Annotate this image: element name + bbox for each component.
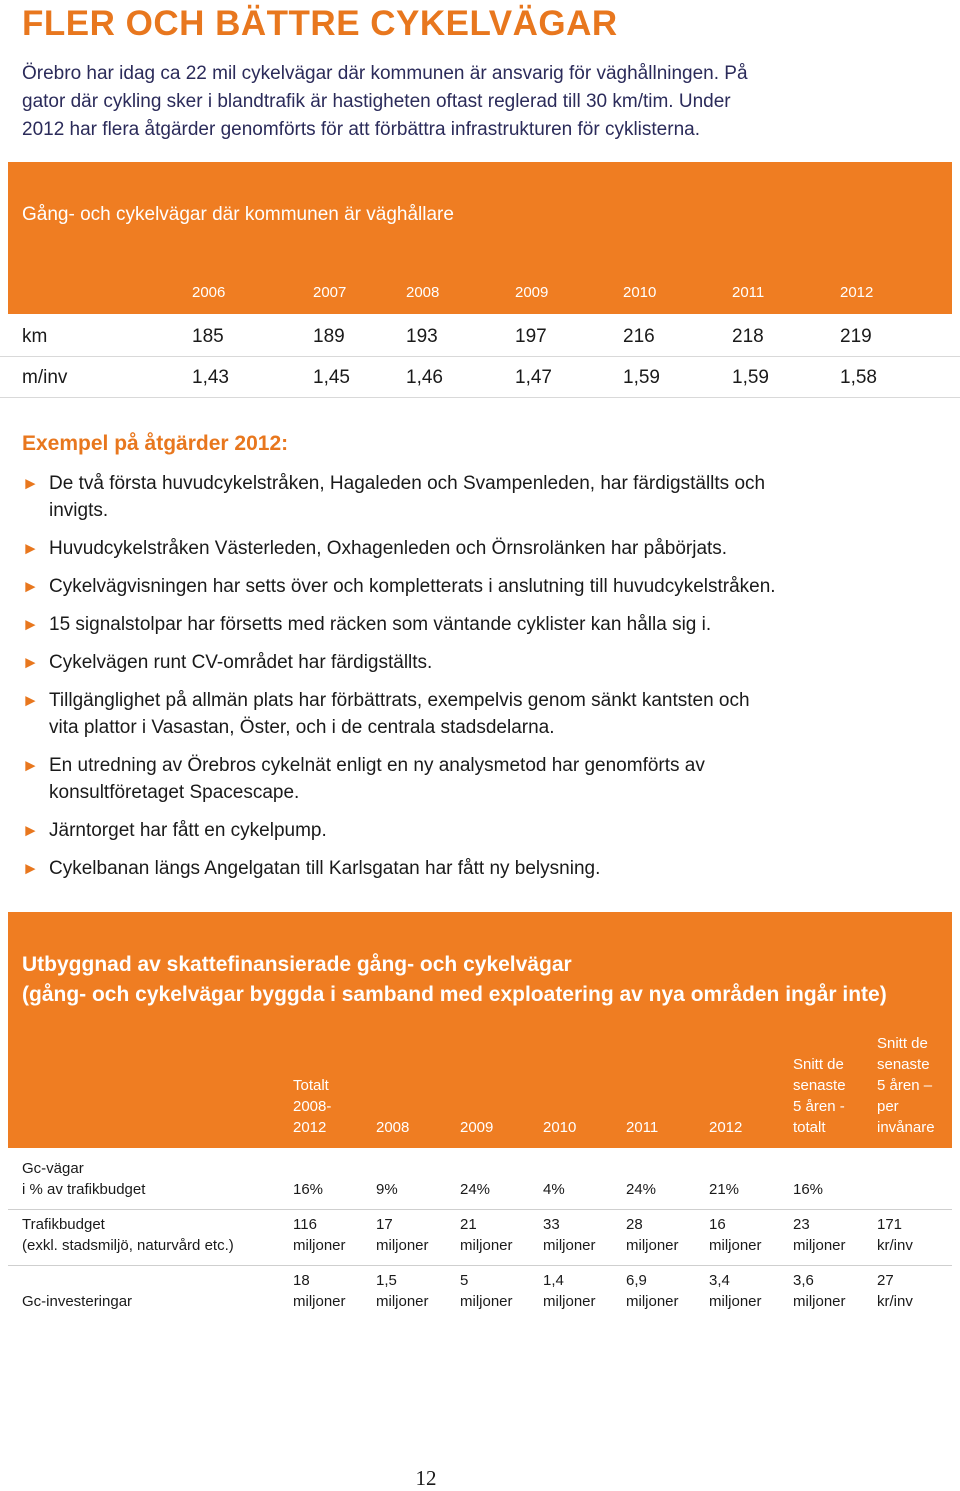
- table2-title: [22, 950, 942, 1010]
- table-cell: 1,43: [192, 367, 229, 388]
- table-cell: miljoner: [709, 1293, 762, 1310]
- bullet-arrow-icon: ►: [22, 474, 39, 493]
- table-cell: 171: [877, 1216, 903, 1233]
- column-header: 2011: [626, 1119, 659, 1136]
- table-cell: 185: [192, 326, 224, 347]
- table2-title-line: (gång- och cykelvägar byggda i samband med exploatering av nya områden ingår inte): [22, 983, 887, 1006]
- column-header: Totalt: [293, 1077, 329, 1094]
- year-header: 2009: [515, 284, 549, 301]
- table-cell: 21%: [709, 1181, 740, 1198]
- intro-text: [22, 60, 922, 144]
- table-row: [0, 316, 960, 357]
- table-cell: 5: [460, 1272, 469, 1289]
- table-cell: miljoner: [293, 1293, 346, 1310]
- year-header: 2010: [623, 284, 657, 301]
- column-header: Snitt de: [877, 1035, 928, 1052]
- list-item-text: vita plattor i Vasastan, Öster, och i de centrala stadsdelarna.: [49, 717, 555, 738]
- bullet-arrow-icon: ►: [22, 691, 39, 710]
- table-cell: 3,4: [709, 1272, 730, 1289]
- table-cell: 28: [626, 1216, 643, 1233]
- table-cell: 1,5: [376, 1272, 397, 1289]
- row-label: m/inv: [22, 367, 68, 388]
- year-header: 2011: [732, 284, 765, 301]
- examples-heading: Exempel på åtgärder 2012:: [22, 432, 289, 455]
- list-item: [22, 855, 922, 882]
- table-cell: 1,47: [515, 367, 552, 388]
- table-cell: 116: [293, 1216, 317, 1233]
- row-divider: [8, 1209, 952, 1210]
- table-cell: 17: [376, 1216, 393, 1233]
- bullet-arrow-icon: ►: [22, 756, 39, 775]
- column-header: senaste: [793, 1077, 846, 1094]
- table-cell: miljoner: [376, 1237, 429, 1254]
- page-number: 12: [415, 1466, 437, 1490]
- column-header: 5 åren -: [793, 1098, 845, 1115]
- table-cell: miljoner: [709, 1237, 762, 1254]
- list-item-text: Cykelvägvisningen har setts över och kompletterats i anslutning till huvudcykelstråken.: [49, 576, 776, 597]
- list-item-text: Cykelbanan längs Angelgatan till Karlsgatan har fått ny belysning.: [49, 858, 601, 879]
- table-cell: 27: [877, 1272, 894, 1289]
- table-cell: 1,58: [840, 367, 877, 388]
- column-header: 2008-: [293, 1098, 332, 1115]
- intro-line: 2012 har flera åtgärder genomförts för att förbättra infrastrukturen för cyklisterna.: [22, 119, 700, 140]
- table-cell: 193: [406, 326, 438, 347]
- list-item: [22, 752, 922, 806]
- list-item: [22, 535, 922, 562]
- table-cell: miljoner: [460, 1237, 513, 1254]
- year-header: 2012: [840, 284, 874, 301]
- table-cell: miljoner: [543, 1237, 596, 1254]
- list-item-text: 15 signalstolpar har försetts med räcken som väntande cyklister kan hålla sig i.: [49, 614, 712, 635]
- row-label: Gc-vägar: [22, 1160, 84, 1177]
- row-divider: [8, 1265, 952, 1266]
- table-cell: 16%: [793, 1181, 824, 1198]
- intro-line: gator där cykling sker i blandtrafik är hastigheten oftast reglerad till 30 km/tim. Under: [22, 91, 731, 112]
- table-cell: 4%: [543, 1181, 565, 1198]
- table-cell: miljoner: [460, 1293, 513, 1310]
- table-cell: 218: [732, 326, 764, 347]
- bullet-arrow-icon: ►: [22, 615, 39, 634]
- column-header: totalt: [793, 1119, 826, 1136]
- table-cell: 1,59: [732, 367, 769, 388]
- bullet-arrow-icon: ►: [22, 577, 39, 596]
- list-item: [22, 470, 922, 524]
- year-header: 2006: [192, 284, 226, 301]
- column-header: 2008: [376, 1119, 410, 1136]
- column-header: per: [877, 1098, 899, 1115]
- list-item-text: Tillgänglighet på allmän plats har förbättrats, exempelvis genom sänkt kantsten och: [49, 690, 750, 711]
- table2-title-line: Utbyggnad av skattefinansierade gång- och cykelvägar: [22, 953, 572, 976]
- table-cell: 216: [623, 326, 655, 347]
- table-row: [0, 357, 960, 398]
- bullet-arrow-icon: ►: [22, 539, 39, 558]
- list-item: [22, 817, 922, 844]
- bullet-arrow-icon: ►: [22, 821, 39, 840]
- table-cell: 18: [293, 1272, 310, 1289]
- bullet-arrow-icon: ►: [22, 859, 39, 878]
- table1-title: Gång- och cykelvägar där kommunen är väghållare: [22, 204, 454, 225]
- column-header: invånare: [877, 1119, 935, 1136]
- table-cell: kr/inv: [877, 1237, 913, 1254]
- list-item-text: En utredning av Örebros cykelnät enligt en ny analysmetod har genomförts av: [49, 755, 705, 776]
- column-header: 2012: [293, 1119, 327, 1136]
- table-cell: 16%: [293, 1181, 324, 1198]
- table-cell: 3,6: [793, 1272, 814, 1289]
- table-cell: 16: [709, 1216, 726, 1233]
- column-header: 2009: [460, 1119, 494, 1136]
- examples-list: [22, 470, 922, 882]
- table-cell: 189: [313, 326, 345, 347]
- bullet-arrow-icon: ►: [22, 653, 39, 672]
- row-label: Trafikbudget: [22, 1216, 105, 1233]
- year-header: 2007: [313, 284, 347, 301]
- intro-line: Örebro har idag ca 22 mil cykelvägar där kommunen är ansvarig för väghållningen. På: [22, 63, 748, 84]
- table-cell: 6,9: [626, 1272, 647, 1289]
- row-label: Gc-investeringar: [22, 1293, 133, 1310]
- column-header: 2012: [709, 1119, 743, 1136]
- table-cell: miljoner: [626, 1237, 679, 1254]
- table-cell: miljoner: [376, 1293, 429, 1310]
- table-cell: 24%: [626, 1181, 657, 1198]
- list-item-text: Järntorget har fått en cykelpump.: [49, 820, 327, 841]
- list-item: [22, 649, 922, 676]
- table-cell: 1,59: [623, 367, 660, 388]
- table-cell: 33: [543, 1216, 560, 1233]
- table-cell: 1,45: [313, 367, 350, 388]
- page-title: FLER OCH BÄTTRE CYKELVÄGAR: [22, 4, 618, 43]
- table-cell: 23: [793, 1216, 810, 1233]
- row-label: (exkl. stadsmiljö, naturvård etc.): [22, 1237, 234, 1254]
- list-item: [22, 573, 922, 600]
- list-item-text: konsultföretaget Spacescape.: [49, 782, 300, 803]
- row-label: i % av trafikbudget: [22, 1181, 146, 1198]
- year-header: 2008: [406, 284, 440, 301]
- table-cell: miljoner: [626, 1293, 679, 1310]
- table-cell: 1,46: [406, 367, 443, 388]
- table-cell: miljoner: [543, 1293, 596, 1310]
- column-header: 5 åren –: [877, 1077, 933, 1094]
- column-header: senaste: [877, 1056, 930, 1073]
- list-item-text: De två första huvudcykelstråken, Hagaleden och Svampenleden, har färdigställts och: [49, 473, 766, 494]
- table-cell: 9%: [376, 1181, 398, 1198]
- list-item: [22, 687, 922, 741]
- table-cell: kr/inv: [877, 1293, 913, 1310]
- table1-header-band: [8, 162, 952, 314]
- list-item-text: Huvudcykelstråken Västerleden, Oxhagenleden och Örnsrolänken har påbörjats.: [49, 538, 728, 559]
- table-cell: 219: [840, 326, 872, 347]
- row-label: km: [22, 326, 48, 347]
- column-header: 2010: [543, 1119, 577, 1136]
- table-cell: miljoner: [293, 1237, 346, 1254]
- table-cell: 21: [460, 1216, 477, 1233]
- column-header: Snitt de: [793, 1056, 844, 1073]
- table-cell: miljoner: [793, 1237, 846, 1254]
- list-item-text: invigts.: [49, 500, 109, 521]
- list-item-text: Cykelvägen runt CV-området har färdigställts.: [49, 652, 433, 673]
- table-cell: miljoner: [793, 1293, 846, 1310]
- list-item: [22, 611, 922, 638]
- table-cell: 197: [515, 326, 547, 347]
- table-cell: 24%: [460, 1181, 491, 1198]
- table-cell: 1,4: [543, 1272, 564, 1289]
